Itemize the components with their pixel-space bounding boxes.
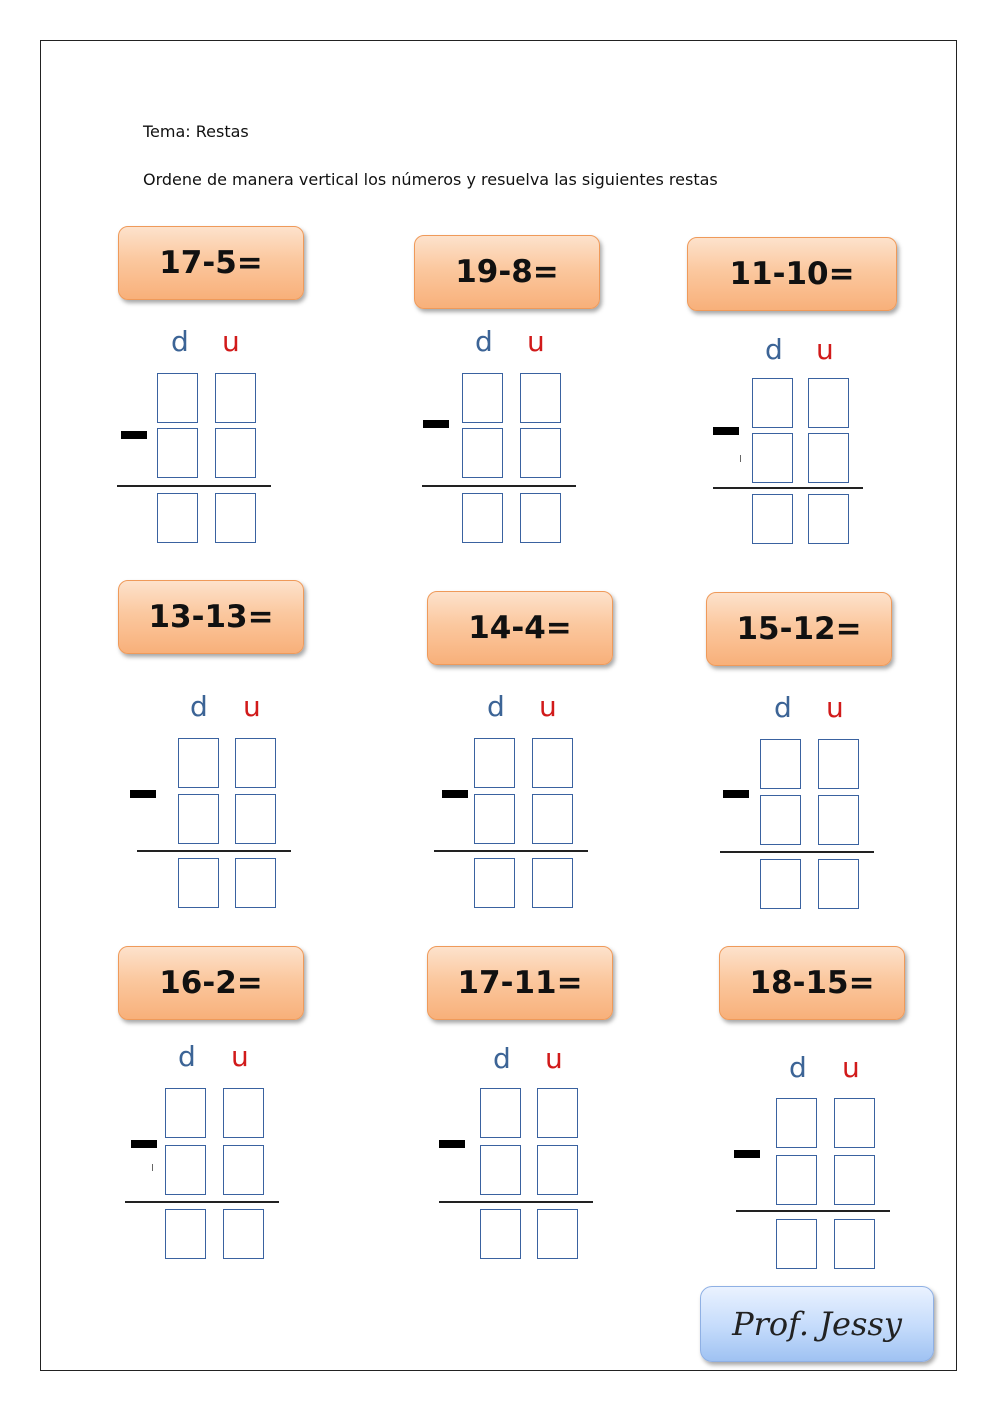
result-units-box[interactable] xyxy=(520,493,561,543)
minus-sign xyxy=(723,790,749,798)
problem-label-1: 17-5= xyxy=(118,226,304,300)
units-label: u xyxy=(222,325,240,358)
subtrahend-tens-box[interactable] xyxy=(474,794,515,844)
minus-sign xyxy=(734,1150,760,1158)
subtraction-line xyxy=(137,850,291,852)
subtrahend-units-box[interactable] xyxy=(235,794,276,844)
instruction-text: Ordene de manera vertical los números y resuelva las siguientes restas xyxy=(143,170,718,189)
subtrahend-units-box[interactable] xyxy=(808,433,849,483)
result-units-box[interactable] xyxy=(215,493,256,543)
result-tens-box[interactable] xyxy=(165,1209,206,1259)
subtrahend-units-box[interactable] xyxy=(834,1155,875,1205)
problem-label-7: 16-2= xyxy=(118,946,304,1020)
subtrahend-tens-box[interactable] xyxy=(760,795,801,845)
minus-sign xyxy=(121,431,147,439)
result-units-box[interactable] xyxy=(818,859,859,909)
result-tens-box[interactable] xyxy=(462,493,503,543)
problem-label-6: 15-12= xyxy=(706,592,892,666)
minuend-tens-box[interactable] xyxy=(165,1088,206,1138)
tens-label: d xyxy=(487,690,505,723)
minuend-units-box[interactable] xyxy=(215,373,256,423)
tens-label: d xyxy=(171,325,189,358)
minus-sign xyxy=(130,790,156,798)
minuend-tens-box[interactable] xyxy=(760,739,801,789)
subtrahend-units-box[interactable] xyxy=(532,794,573,844)
problem-label-2: 19-8= xyxy=(414,235,600,309)
minus-sign xyxy=(442,790,468,798)
subtrahend-tens-box[interactable] xyxy=(480,1145,521,1195)
subtraction-line xyxy=(736,1210,890,1212)
problem-label-3: 11-10= xyxy=(687,237,897,311)
minuend-tens-box[interactable] xyxy=(462,373,503,423)
units-label: u xyxy=(243,690,261,723)
units-label: u xyxy=(816,333,834,366)
units-label: u xyxy=(842,1051,860,1084)
minuend-tens-box[interactable] xyxy=(474,738,515,788)
subtrahend-units-box[interactable] xyxy=(537,1145,578,1195)
minuend-tens-box[interactable] xyxy=(157,373,198,423)
subtrahend-tens-box[interactable] xyxy=(752,433,793,483)
subtraction-line xyxy=(439,1201,593,1203)
minuend-units-box[interactable] xyxy=(532,738,573,788)
signature-badge xyxy=(700,1286,934,1362)
tens-label: d xyxy=(789,1051,807,1084)
result-tens-box[interactable] xyxy=(480,1209,521,1259)
units-label: u xyxy=(826,691,844,724)
result-tens-box[interactable] xyxy=(752,494,793,544)
stray-mark xyxy=(152,1164,153,1171)
problem-label-5: 14-4= xyxy=(427,591,613,665)
minuend-units-box[interactable] xyxy=(537,1088,578,1138)
subtrahend-tens-box[interactable] xyxy=(776,1155,817,1205)
result-units-box[interactable] xyxy=(532,858,573,908)
result-tens-box[interactable] xyxy=(776,1219,817,1269)
signature-text: Prof. Jessy xyxy=(732,1305,902,1343)
tens-label: d xyxy=(493,1042,511,1075)
result-units-box[interactable] xyxy=(223,1209,264,1259)
subtrahend-units-box[interactable] xyxy=(223,1145,264,1195)
subtraction-line xyxy=(720,851,874,853)
units-label: u xyxy=(231,1040,249,1073)
subtraction-line xyxy=(117,485,271,487)
result-tens-box[interactable] xyxy=(474,858,515,908)
minus-sign xyxy=(423,420,449,428)
subtraction-line xyxy=(434,850,588,852)
subtraction-line xyxy=(713,487,863,489)
minuend-tens-box[interactable] xyxy=(752,378,793,428)
subtrahend-units-box[interactable] xyxy=(818,795,859,845)
minuend-tens-box[interactable] xyxy=(480,1088,521,1138)
units-label: u xyxy=(539,690,557,723)
problem-label-9: 18-15= xyxy=(719,946,905,1020)
subtrahend-tens-box[interactable] xyxy=(157,428,198,478)
minuend-units-box[interactable] xyxy=(818,739,859,789)
topic-heading: Tema: Restas xyxy=(143,122,249,141)
minus-sign xyxy=(439,1140,465,1148)
result-units-box[interactable] xyxy=(808,494,849,544)
problem-label-8: 17-11= xyxy=(427,946,613,1020)
result-tens-box[interactable] xyxy=(760,859,801,909)
minuend-units-box[interactable] xyxy=(834,1098,875,1148)
result-units-box[interactable] xyxy=(537,1209,578,1259)
tens-label: d xyxy=(765,333,783,366)
minuend-tens-box[interactable] xyxy=(178,738,219,788)
minus-sign xyxy=(713,427,739,435)
tens-label: d xyxy=(178,1040,196,1073)
subtraction-line xyxy=(125,1201,279,1203)
tens-label: d xyxy=(190,690,208,723)
subtraction-line xyxy=(422,485,576,487)
units-label: u xyxy=(527,325,545,358)
tens-label: d xyxy=(774,691,792,724)
problem-label-4: 13-13= xyxy=(118,580,304,654)
subtrahend-tens-box[interactable] xyxy=(462,428,503,478)
subtrahend-tens-box[interactable] xyxy=(165,1145,206,1195)
minuend-units-box[interactable] xyxy=(223,1088,264,1138)
result-tens-box[interactable] xyxy=(157,493,198,543)
subtrahend-units-box[interactable] xyxy=(520,428,561,478)
tens-label: d xyxy=(475,325,493,358)
minuend-units-box[interactable] xyxy=(808,378,849,428)
subtrahend-units-box[interactable] xyxy=(215,428,256,478)
minuend-units-box[interactable] xyxy=(235,738,276,788)
units-label: u xyxy=(545,1042,563,1075)
subtrahend-tens-box[interactable] xyxy=(178,794,219,844)
minuend-units-box[interactable] xyxy=(520,373,561,423)
result-units-box[interactable] xyxy=(235,858,276,908)
stray-mark xyxy=(740,455,741,462)
minus-sign xyxy=(131,1140,157,1148)
result-units-box[interactable] xyxy=(834,1219,875,1269)
result-tens-box[interactable] xyxy=(178,858,219,908)
minuend-tens-box[interactable] xyxy=(776,1098,817,1148)
